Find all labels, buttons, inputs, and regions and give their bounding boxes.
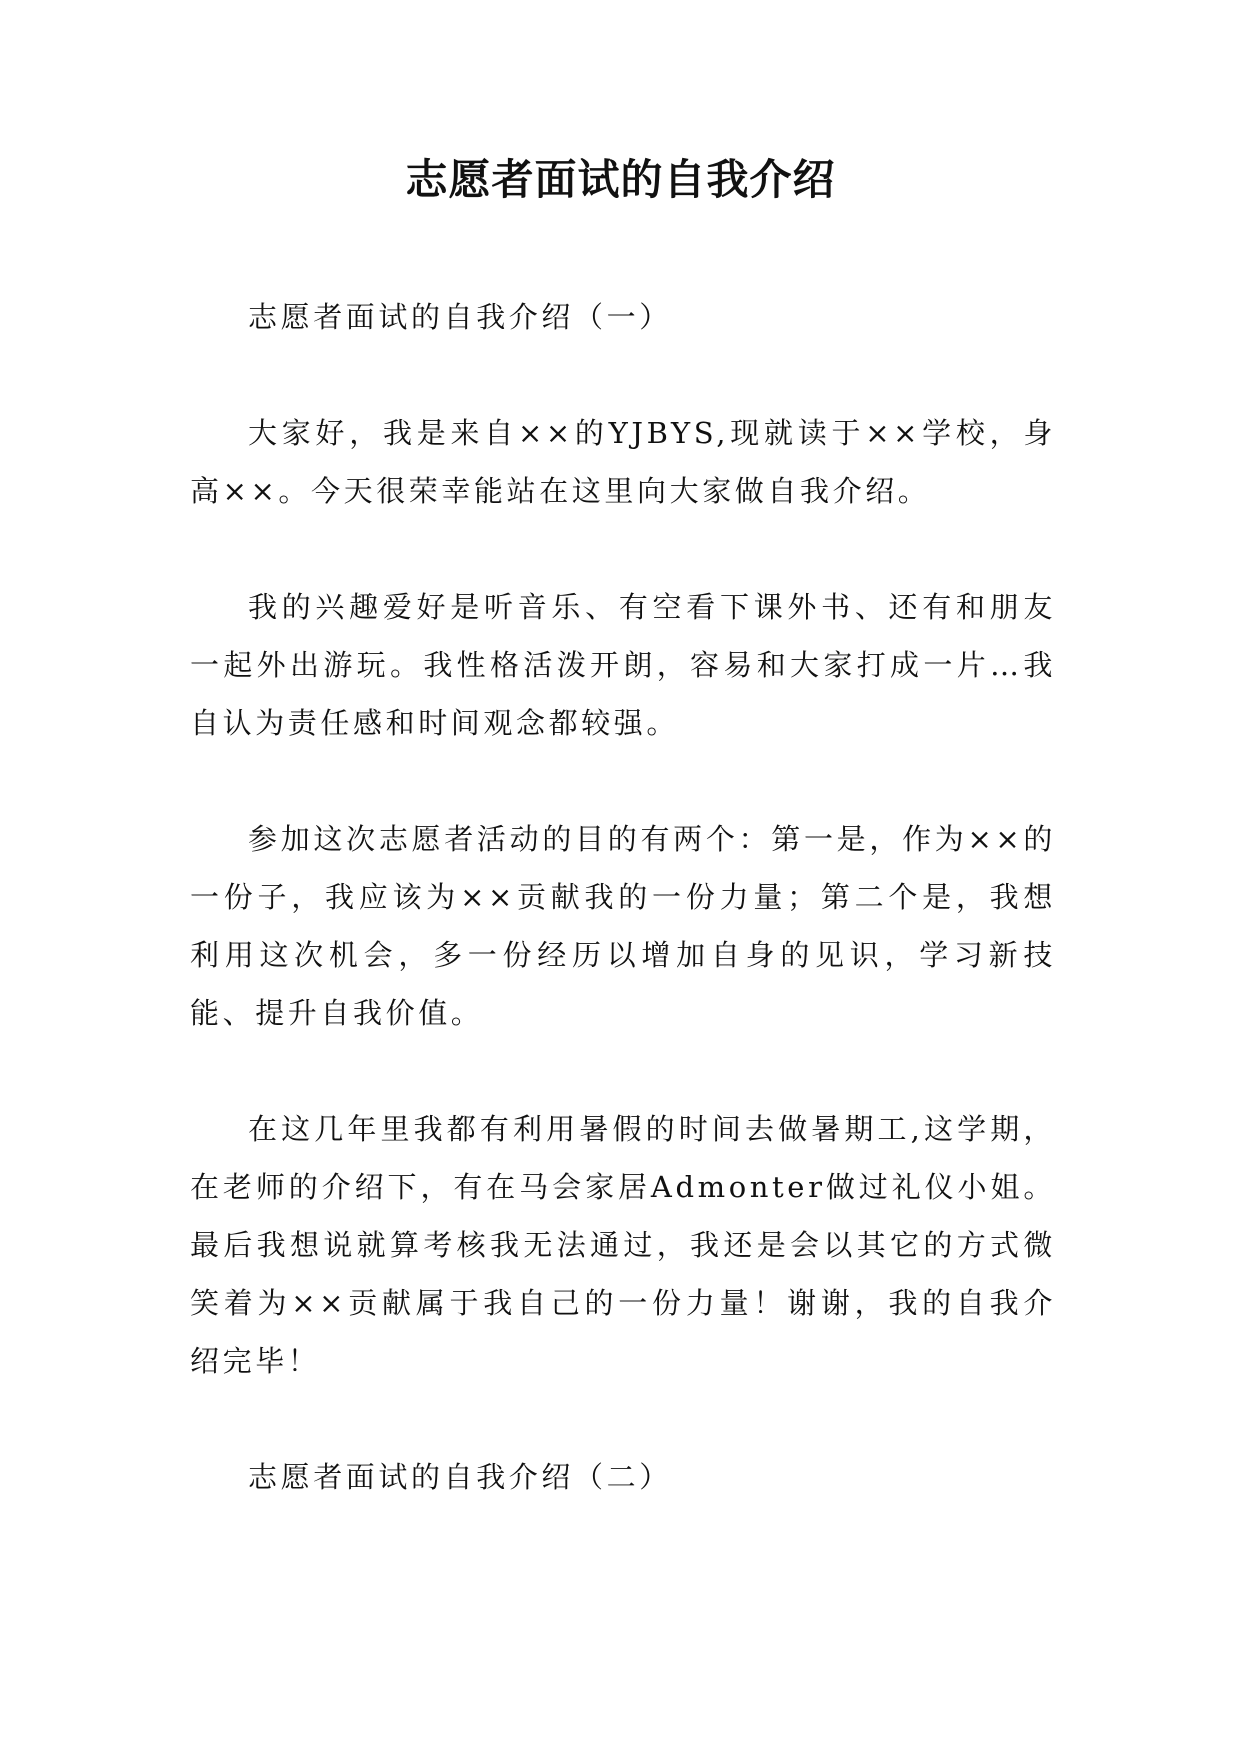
document-body: [190, 288, 1056, 1564]
paragraph-hobbies: 我的兴趣爱好是听音乐、有空看下课外书、还有和朋友一起外出游玩。我性格活泼开朗，容易和大家打成一片…我自认为责任感和时间观念都较强。: [190, 590, 1056, 740]
section-heading-2: 志愿者面试的自我介绍（二）: [248, 1460, 672, 1494]
paragraph-intro: 大家好，我是来自××的YJBYS,现就读于××学校，身高××。今天很荣幸能站在这里向大家做自我介绍。: [190, 416, 1056, 508]
paragraph-purpose: 参加这次志愿者活动的目的有两个：第一是，作为××的一份子，我应该为××贡献我的一份力量；第二个是，我想利用这次机会，多一份经历以增加自身的见识，学习新技能、提升自我价值。: [190, 822, 1056, 1030]
document-title: 志愿者面试的自我介绍: [405, 155, 836, 204]
section-heading-1: 志愿者面试的自我介绍（一）: [248, 300, 672, 334]
paragraph-experience: 在这几年里我都有利用暑假的时间去做暑期工,这学期，在老师的介绍下，有在马会家居Admonter做过礼仪小姐。最后我想说就算考核我无法通过，我还是会以其它的方式微笑着为××贡献属于我自己的一份力量！谢谢，我的自我介绍完毕！: [190, 1112, 1056, 1378]
